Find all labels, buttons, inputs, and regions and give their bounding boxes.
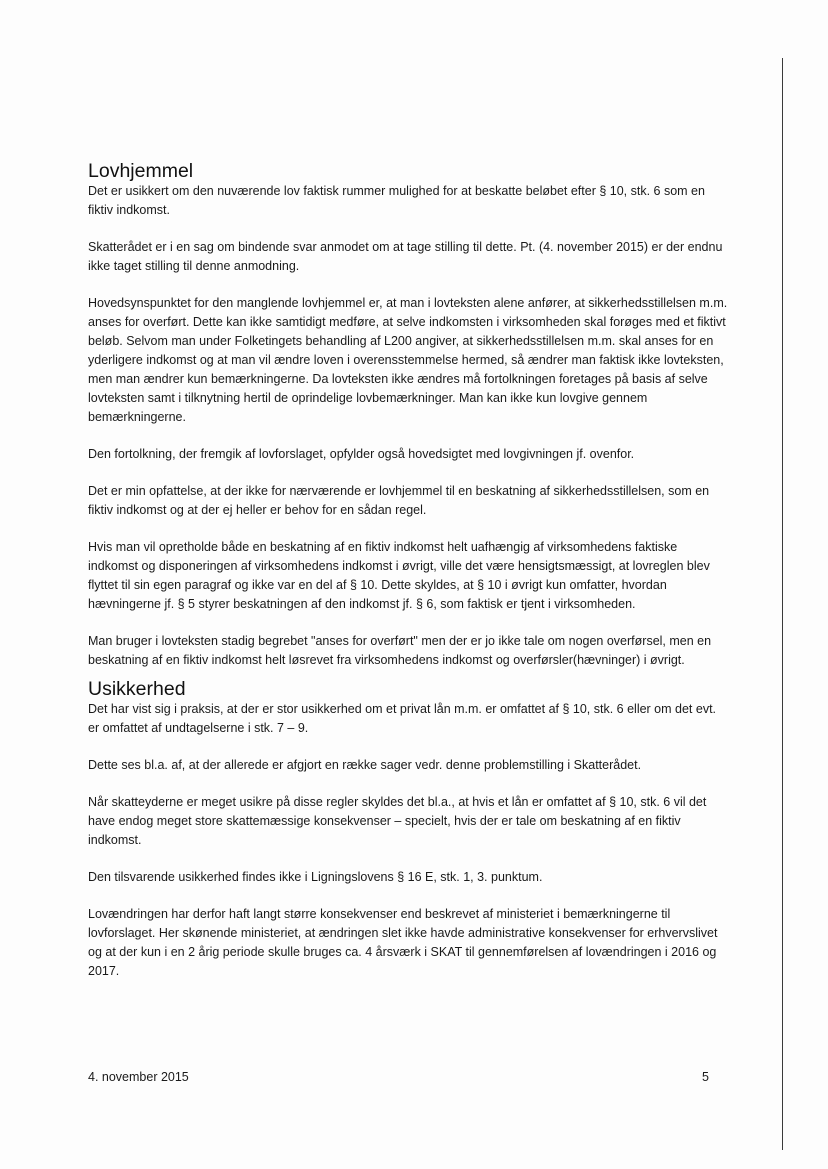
paragraph: Hovedsynspunktet for den manglende lovhjemmel er, at man i lovteksten alene anfører, at sikkerhedsstillelsen m.m. anses for overført. Dette kan ikke samtidigt medføre, at selve indkomsten i virksomheden skal forøges med et fiktivt beløb. Selvom man under Folketingets behandling af L200 angiver, at sikkerhedsstillelsen m.m. skal anses for en yderligere indkomst og at man vil ændre loven i overensstemmelse hermed, så ændrer man faktisk ikke lovteksten, men man ændrer kun bemærkningerne. Da lovteksten ikke ændres må fortolkningen foretages på basis af selve lovteksten samt i tilknytning hertil de oprindelige lovbemærkninger. Man kan ikke kun lovgive gennem bemærkningerne.	[88, 296, 728, 424]
section-lovhjemmel	[88, 160, 728, 670]
paragraph: Det har vist sig i praksis, at der er stor usikkerhed om et privat lån m.m. er omfattet af § 10, stk. 6 eller om det evt. er omfattet af undtagelserne i stk. 7 – 9.	[88, 702, 717, 735]
paragraph: Dette ses bl.a. af, at der allerede er afgjort en række sager vedr. denne problemstilling i Skatterådet.	[88, 758, 642, 772]
section-heading: Lovhjemmel	[88, 160, 194, 182]
paragraph: Når skatteyderne er meget usikre på disse regler skyldes det bl.a., at hvis et lån er omfattet af § 10, stk. 6 vil det have endog meget store skattemæssige konsekvenser – specielt, hvis der er tale om beskatning af en fiktiv indkomst.	[88, 795, 707, 847]
paragraph: Man bruger i lovteksten stadig begrebet "anses for overført" men der er jo ikke tale om nogen overførsel, men en beskatning af en fiktiv indkomst helt løsrevet fra virksomhedens indkomst og overførsler(hævninger) i øvrigt.	[88, 634, 712, 667]
paragraph: Den tilsvarende usikkerhed findes ikke i Ligningslovens § 16 E, stk. 1, 3. punktum.	[88, 870, 543, 884]
section-usikkerhed	[88, 678, 728, 981]
paragraph: Skatterådet er i en sag om bindende svar anmodet om at tage stilling til dette. Pt. (4. november 2015) er der endnu ikke taget stilling til denne anmodning.	[88, 240, 723, 273]
footer-date: 4. november 2015	[88, 1070, 189, 1084]
page-content	[88, 160, 728, 999]
section-heading: Usikkerhed	[88, 678, 186, 700]
page-number: 5	[702, 1070, 709, 1084]
margin-rule	[782, 58, 783, 1150]
paragraph: Det er usikkert om den nuværende lov faktisk rummer mulighed for at beskatte beløbet efter § 10, stk. 6 som en fiktiv indkomst.	[88, 184, 705, 217]
paragraph: Den fortolkning, der fremgik af lovforslaget, opfylder også hovedsigtet med lovgivningen jf. ovenfor.	[88, 447, 635, 461]
paragraph: Det er min opfattelse, at der ikke for nærværende er lovhjemmel til en beskatning af sikkerhedsstillelsen, som en fiktiv indkomst og at der ej heller er behov for en sådan regel.	[88, 484, 710, 517]
paragraph: Hvis man vil opretholde både en beskatning af en fiktiv indkomst helt uafhængig af virksomhedens faktiske indkomst og disponeringen af virksomhedens indkomst i øvrigt, ville det være hensigtsmæssigt, at lovreglen blev flyttet til sin egen paragraf og ikke var en del af § 10. Dette skyldes, at § 10 i øvrigt kun omfatter, hvordan hævningerne jf. § 5 styrer beskatningen af den indkomst jf. § 6, som faktisk er tjent i virksomheden.	[88, 540, 710, 611]
paragraph: Lovændringen har derfor haft langt større konsekvenser end beskrevet af ministeriet i bemærkningerne til lovforslaget. Her skønende ministeriet, at ændringen slet ikke havde administrative konsekvenser for erhvervslivet og at der kun i en 2 årig periode skulle bruges ca. 4 årsværk i SKAT til gennemførelsen af lovændringen i 2016 og 2017.	[88, 907, 718, 978]
